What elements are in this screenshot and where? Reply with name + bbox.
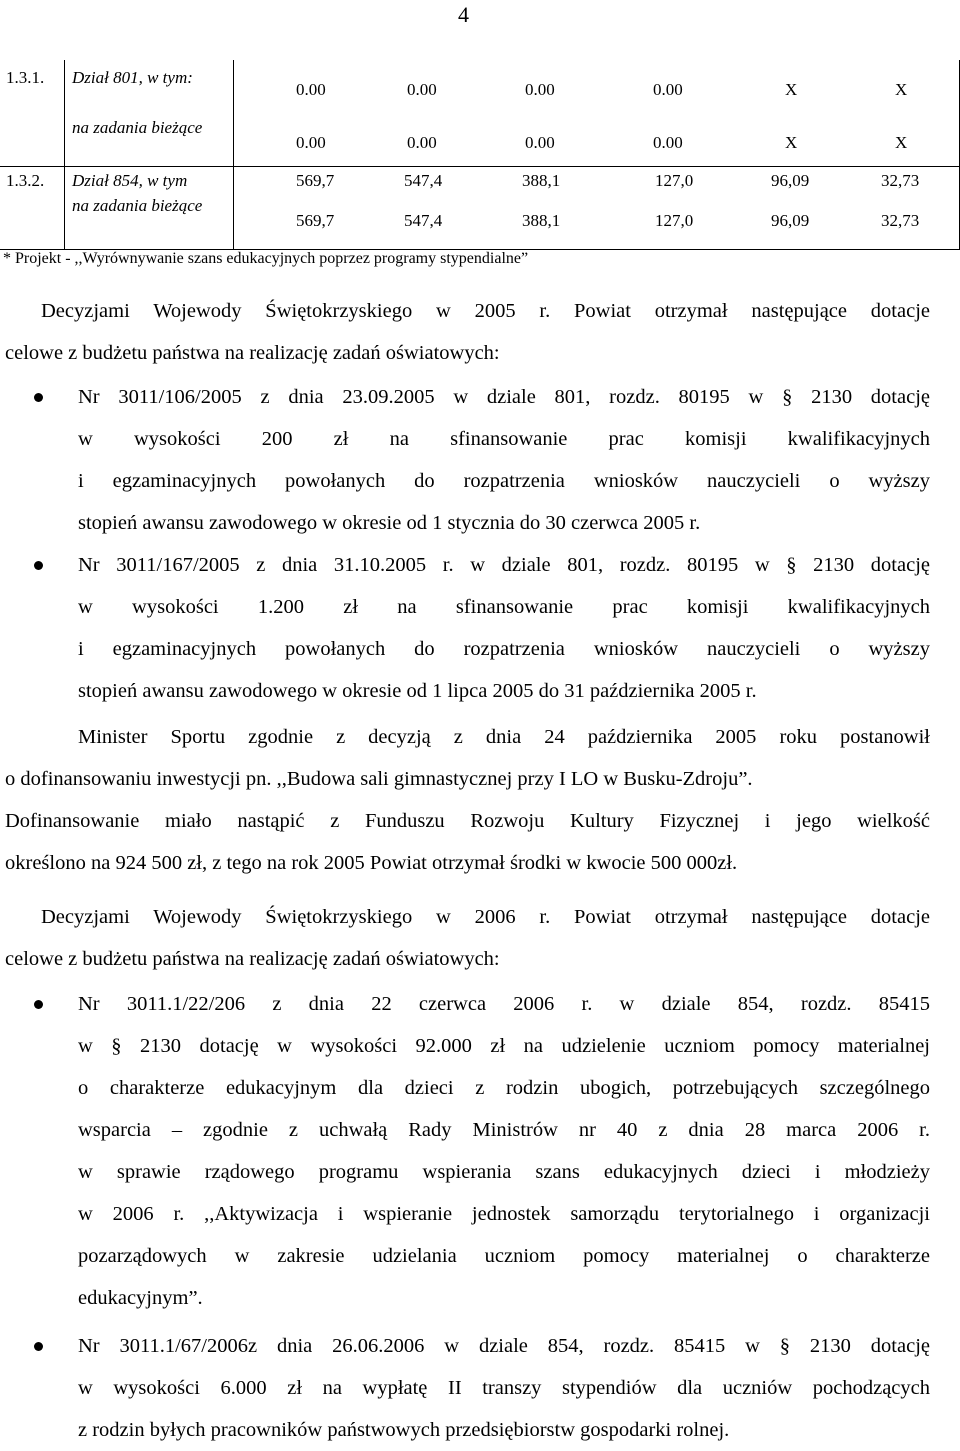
value-cell: 96,09 xyxy=(771,211,810,230)
budget-table xyxy=(0,60,960,250)
value-cell: 0.00 xyxy=(296,80,326,99)
text-line: Decyzjami Wojewody Świętokrzyskiego w 2006 r. Powiat otrzymał następujące dotacje xyxy=(41,906,930,928)
value-cell: 0.00 xyxy=(296,133,326,152)
paragraph-2006-intro xyxy=(5,896,930,938)
value-cell: 547,4 xyxy=(404,171,443,190)
page-number: 4 xyxy=(458,2,469,27)
text-line: stopień awansu zawodowego w okresie od 1 lipca 2005 do 31 października 2005 r. xyxy=(78,680,757,702)
text-line: Decyzjami Wojewody Świętokrzyskiego w 2005 r. Powiat otrzymał następujące dotacje xyxy=(41,300,930,322)
value-cell: 96,09 xyxy=(771,171,810,190)
row-label: na zadania bieżące xyxy=(72,196,203,215)
text-line: celowe z budżetu państwa na realizację zadań oświatowych: xyxy=(5,948,500,970)
text-line: o dofinansowaniu inwestycji pn. ,,Budowa sali gimnastycznej przy I LO w Busku-Zdroju”. xyxy=(5,768,753,790)
text-line: wsparcia – zgodnie z uchwałą Rady Ministrów nr 40 z dnia 28 marca 2006 r. xyxy=(78,1119,930,1141)
paragraph-2005-intro xyxy=(5,290,930,332)
dotations-2005-list xyxy=(78,376,930,712)
text-line: Dofinansowanie miało nastąpić z Funduszu Rozwoju Kultury Fizycznej i jego wielkość xyxy=(5,810,930,832)
list-item xyxy=(78,376,930,544)
text-line: o charakterze edukacyjnym dla dzieci z rodzin ubogich, potrzebujących szczególnego xyxy=(78,1077,930,1099)
row-id: 1.3.2. xyxy=(6,171,45,190)
bullet-icon xyxy=(34,393,43,402)
value-cell: X xyxy=(895,80,908,99)
value-cell: 388,1 xyxy=(522,211,561,230)
text-line: pozarządowych w zakresie udzielania uczniom pomocy materialnej o charakterze xyxy=(78,1245,930,1267)
value-cell: 32,73 xyxy=(881,211,920,230)
text-line: w wysokości 1.200 zł na sfinansowanie prac komisji kwalifikacyjnych xyxy=(78,596,930,618)
text-line: Nr 3011/167/2005 z dnia 31.10.2005 r. w dziale 801, rozdz. 80195 w § 2130 dotację xyxy=(78,554,930,576)
value-cell: 127,0 xyxy=(655,171,694,190)
value-cell: 547,4 xyxy=(404,211,443,230)
value-cell: 0.00 xyxy=(653,133,683,152)
text-line: w wysokości 200 zł na sfinansowanie prac komisji kwalifikacyjnych xyxy=(78,428,930,450)
value-cell: 569,7 xyxy=(296,171,335,190)
row-id: 1.3.1. xyxy=(6,68,45,87)
row-label: Dział 801, w tym: xyxy=(72,68,193,87)
value-cell: X xyxy=(785,80,798,99)
text-line: określono na 924 500 zł, z tego na rok 2005 Powiat otrzymał środki w kwocie 500 000zł. xyxy=(5,852,738,874)
dotations-2006-list xyxy=(78,983,930,1451)
list-item xyxy=(78,544,930,712)
paragraph-minister xyxy=(78,716,930,758)
text-line: Minister Sportu zgodnie z decyzją z dnia 24 października 2005 roku postanowił xyxy=(78,726,930,748)
value-cell: 0.00 xyxy=(407,80,437,99)
text-line: edukacyjnym”. xyxy=(78,1287,203,1309)
paragraph-minister-cont xyxy=(5,842,930,884)
value-cell: 0.00 xyxy=(407,133,437,152)
text-line: i egzaminacyjnych powołanych do rozpatrzenia wniosków nauczycieli o wyższy xyxy=(78,638,930,660)
value-cell: 0.00 xyxy=(525,80,555,99)
text-line: Nr 3011.1/67/2006z dnia 26.06.2006 w dziale 854, rozdz. 85415 w § 2130 dotację xyxy=(78,1335,930,1357)
table-divider xyxy=(233,60,234,250)
paragraph-2006-intro-cont xyxy=(5,938,930,980)
value-cell: 0.00 xyxy=(525,133,555,152)
project-footnote: * Projekt - ,,Wyrównywanie szans edukacyjnych poprzez programy stypendialne” xyxy=(3,250,529,267)
value-cell: 388,1 xyxy=(522,171,561,190)
value-cell: X xyxy=(895,133,908,152)
value-cell: 0.00 xyxy=(653,80,683,99)
text-line: stopień awansu zawodowego w okresie od 1 stycznia do 30 czerwca 2005 r. xyxy=(78,512,701,534)
row-label: Dział 854, w tym xyxy=(72,171,188,190)
bullet-icon xyxy=(34,1000,43,1009)
list-item xyxy=(78,1325,930,1451)
text-line: celowe z budżetu państwa na realizację zadań oświatowych: xyxy=(5,342,500,364)
value-cell: 32,73 xyxy=(881,171,920,190)
text-line: w 2006 r. ,,Aktywizacja i wspieranie jednostek samorządu terytorialnego i organizacji xyxy=(78,1203,930,1225)
text-line: w wysokości 6.000 zł na wypłatę II transzy stypendiów dla uczniów pochodzących xyxy=(78,1377,930,1399)
text-line: z rodzin byłych pracowników państwowych przedsiębiorstw gospodarki rolnej. xyxy=(78,1419,730,1441)
bullet-icon xyxy=(34,1342,43,1351)
paragraph-minister-cont xyxy=(5,758,930,800)
paragraph-2005-intro-cont xyxy=(5,332,930,374)
table-rule xyxy=(0,166,960,167)
table-divider xyxy=(64,60,65,250)
row-label: na zadania bieżące xyxy=(72,118,203,137)
text-line: w § 2130 dotację w wysokości 92.000 zł na udzielenie uczniom pomocy materialnej xyxy=(78,1035,930,1057)
value-cell: X xyxy=(785,133,798,152)
bullet-icon xyxy=(34,561,43,570)
text-line: Nr 3011.1/22/206 z dnia 22 czerwca 2006 r. w dziale 854, rozdz. 85415 xyxy=(78,993,930,1015)
text-line: w sprawie rządowego programu wspierania szans edukacyjnych dzieci i młodzieży xyxy=(78,1161,930,1183)
list-item xyxy=(78,983,930,1319)
text-line: Nr 3011/106/2005 z dnia 23.09.2005 w dziale 801, rozdz. 80195 w § 2130 dotację xyxy=(78,386,930,408)
paragraph-minister-cont xyxy=(5,800,930,842)
value-cell: 127,0 xyxy=(655,211,694,230)
text-line: i egzaminacyjnych powołanych do rozpatrzenia wniosków nauczycieli o wyższy xyxy=(78,470,930,492)
value-cell: 569,7 xyxy=(296,211,335,230)
